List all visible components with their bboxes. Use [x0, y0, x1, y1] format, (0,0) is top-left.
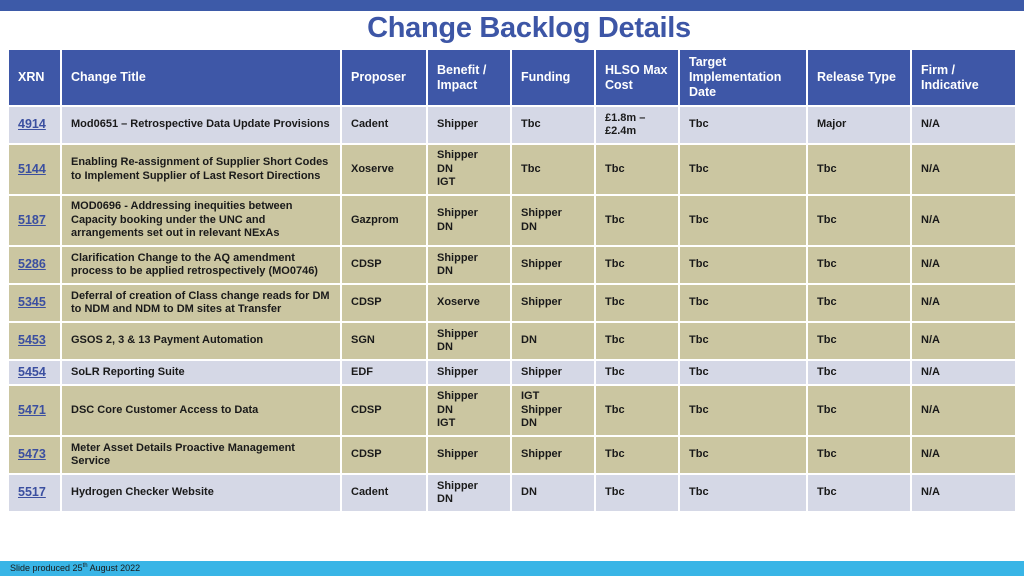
benefit-cell: Shipper DN	[428, 475, 510, 511]
xrn-link[interactable]: 5286	[18, 257, 46, 272]
cost-cell: Tbc	[596, 285, 678, 321]
xrn-link[interactable]: 5473	[18, 447, 46, 462]
xrn-cell	[9, 386, 60, 435]
target-cell: Tbc	[680, 361, 806, 384]
column-header: Release Type	[808, 50, 910, 105]
xrn-link[interactable]: 5517	[18, 485, 46, 500]
cost-cell: Tbc	[596, 247, 678, 283]
table-row	[9, 145, 1015, 194]
target-cell: Tbc	[680, 107, 806, 143]
cost-cell: Tbc	[596, 386, 678, 435]
table-row	[9, 361, 1015, 384]
proposer-cell: CDSP	[342, 437, 426, 473]
column-header: Target Implementation Date	[680, 50, 806, 105]
firm-cell: N/A	[912, 145, 1015, 194]
table-row	[9, 475, 1015, 511]
table-row	[9, 107, 1015, 143]
firm-cell: N/A	[912, 196, 1015, 245]
proposer-cell: Gazprom	[342, 196, 426, 245]
release-cell: Tbc	[808, 145, 910, 194]
xrn-cell	[9, 145, 60, 194]
release-cell: Tbc	[808, 475, 910, 511]
funding-cell: Shipper	[512, 361, 594, 384]
xrn-cell	[9, 475, 60, 511]
firm-cell: N/A	[912, 475, 1015, 511]
proposer-cell: SGN	[342, 323, 426, 359]
release-cell: Tbc	[808, 437, 910, 473]
release-cell: Tbc	[808, 285, 910, 321]
table-row	[9, 323, 1015, 359]
release-cell: Tbc	[808, 361, 910, 384]
table-row	[9, 386, 1015, 435]
title-cell: Deferral of creation of Class change reads for DM to NDM and NDM to DM sites at Transfer	[62, 285, 340, 321]
xrn-link[interactable]: 5454	[18, 364, 46, 379]
xrn-link[interactable]: 5187	[18, 212, 46, 227]
benefit-cell: Shipper DN	[428, 323, 510, 359]
table-header-row	[9, 50, 1015, 105]
benefit-cell: Shipper DN	[428, 247, 510, 283]
title-cell: MOD0696 - Addressing inequities between Capacity booking under the UNC and arrangements set out in relevant NExAs	[62, 196, 340, 245]
title-cell: Clarification Change to the AQ amendment process to be applied retrospectively (MO0746)	[62, 247, 340, 283]
xrn-link[interactable]: 4914	[18, 117, 46, 132]
cost-cell: £1.8m – £2.4m	[596, 107, 678, 143]
xrn-cell	[9, 437, 60, 473]
column-header: XRN	[9, 50, 60, 105]
funding-cell: Shipper	[512, 247, 594, 283]
firm-cell: N/A	[912, 247, 1015, 283]
xrn-cell	[9, 196, 60, 245]
column-header: Funding	[512, 50, 594, 105]
title-cell: GSOS 2, 3 & 13 Payment Automation	[62, 323, 340, 359]
firm-cell: N/A	[912, 323, 1015, 359]
benefit-cell: Xoserve	[428, 285, 510, 321]
table-row	[9, 196, 1015, 245]
target-cell: Tbc	[680, 247, 806, 283]
firm-cell: N/A	[912, 107, 1015, 143]
target-cell: Tbc	[680, 285, 806, 321]
table-row	[9, 247, 1015, 283]
table-row	[9, 285, 1015, 321]
column-header: Proposer	[342, 50, 426, 105]
target-cell: Tbc	[680, 437, 806, 473]
column-header: HLSO Max Cost	[596, 50, 678, 105]
firm-cell: N/A	[912, 386, 1015, 435]
funding-cell: Shipper DN	[512, 196, 594, 245]
title-cell: Mod0651 – Retrospective Data Update Provisions	[62, 107, 340, 143]
xrn-cell	[9, 107, 60, 143]
funding-cell: Tbc	[512, 145, 594, 194]
funding-cell: IGT Shipper DN	[512, 386, 594, 435]
backlog-table	[7, 48, 1017, 513]
cost-cell: Tbc	[596, 361, 678, 384]
title-cell: DSC Core Customer Access to Data	[62, 386, 340, 435]
proposer-cell: CDSP	[342, 285, 426, 321]
target-cell: Tbc	[680, 323, 806, 359]
release-cell: Tbc	[808, 323, 910, 359]
benefit-cell: Shipper	[428, 437, 510, 473]
funding-cell: Tbc	[512, 107, 594, 143]
title-cell: Meter Asset Details Proactive Management Service	[62, 437, 340, 473]
xrn-cell	[9, 361, 60, 384]
slide-produced-note: Slide produced 25th August 2022	[10, 563, 141, 573]
column-header: Benefit / Impact	[428, 50, 510, 105]
top-bar	[0, 0, 1024, 11]
cost-cell: Tbc	[596, 323, 678, 359]
benefit-cell: Shipper DN IGT	[428, 145, 510, 194]
release-cell: Tbc	[808, 196, 910, 245]
proposer-cell: CDSP	[342, 247, 426, 283]
funding-cell: Shipper	[512, 285, 594, 321]
table-row	[9, 437, 1015, 473]
cost-cell: Tbc	[596, 437, 678, 473]
cost-cell: Tbc	[596, 145, 678, 194]
proposer-cell: Cadent	[342, 107, 426, 143]
benefit-cell: Shipper DN IGT	[428, 386, 510, 435]
page-title: Change Backlog Details	[367, 12, 691, 44]
target-cell: Tbc	[680, 386, 806, 435]
xrn-link[interactable]: 5345	[18, 295, 46, 310]
cost-cell: Tbc	[596, 196, 678, 245]
firm-cell: N/A	[912, 361, 1015, 384]
footer-bar	[0, 561, 1024, 576]
table-body	[9, 107, 1015, 511]
funding-cell: Shipper	[512, 437, 594, 473]
xrn-link[interactable]: 5453	[18, 333, 46, 348]
xrn-link[interactable]: 5144	[18, 161, 46, 176]
cost-cell: Tbc	[596, 475, 678, 511]
benefit-cell: Shipper	[428, 361, 510, 384]
xrn-cell	[9, 323, 60, 359]
proposer-cell: CDSP	[342, 386, 426, 435]
xrn-cell	[9, 247, 60, 283]
release-cell: Major	[808, 107, 910, 143]
benefit-cell: Shipper DN	[428, 196, 510, 245]
title-cell: Hydrogen Checker Website	[62, 475, 340, 511]
proposer-cell: EDF	[342, 361, 426, 384]
target-cell: Tbc	[680, 475, 806, 511]
benefit-cell: Shipper	[428, 107, 510, 143]
release-cell: Tbc	[808, 386, 910, 435]
target-cell: Tbc	[680, 196, 806, 245]
column-header: Firm / Indicative	[912, 50, 1015, 105]
column-header: Change Title	[62, 50, 340, 105]
title-cell: SoLR Reporting Suite	[62, 361, 340, 384]
xrn-cell	[9, 285, 60, 321]
proposer-cell: Xoserve	[342, 145, 426, 194]
target-cell: Tbc	[680, 145, 806, 194]
firm-cell: N/A	[912, 285, 1015, 321]
firm-cell: N/A	[912, 437, 1015, 473]
release-cell: Tbc	[808, 247, 910, 283]
title-cell: Enabling Re-assignment of Supplier Short Codes to Implement Supplier of Last Resort Directions	[62, 145, 340, 194]
proposer-cell: Cadent	[342, 475, 426, 511]
funding-cell: DN	[512, 323, 594, 359]
xrn-link[interactable]: 5471	[18, 402, 46, 417]
funding-cell: DN	[512, 475, 594, 511]
